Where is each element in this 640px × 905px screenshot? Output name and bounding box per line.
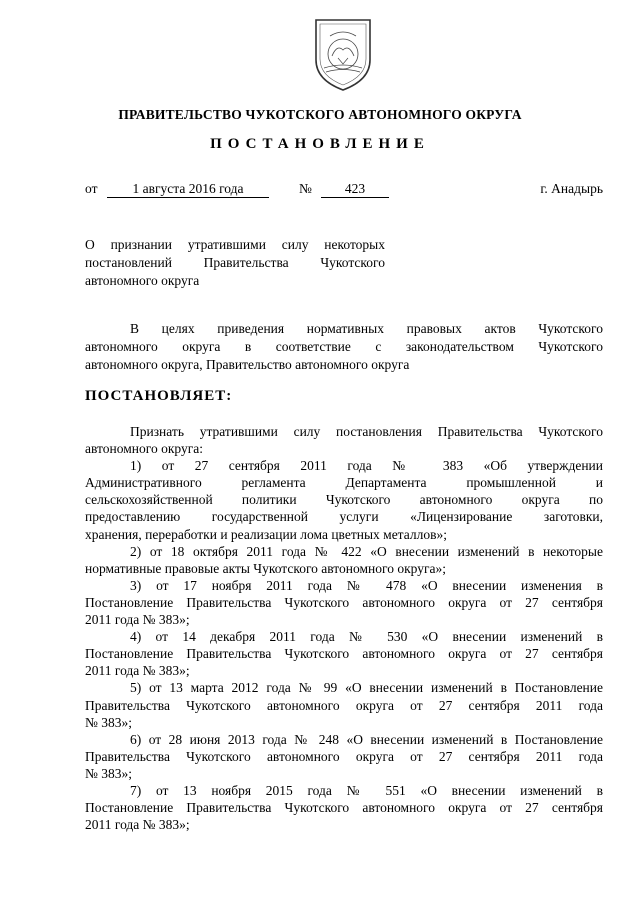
item-line: 2) от 18 октября 2011 года № 422 «О внесении изменений в некоторые <box>130 543 603 559</box>
item-line: № 383»; <box>85 714 133 730</box>
item-line: Постановление Правительства Чукотского автономного округа от 27 сентября <box>85 646 603 662</box>
item-line: 2011 года № 383»; <box>85 612 190 628</box>
decree-title: ПОСТАНОВЛЕНИЕ <box>210 136 430 152</box>
item-line: хранения, переработки и реализации лома цветных металлов»; <box>85 526 447 542</box>
decree-meta-row <box>85 181 603 201</box>
item-line: Постановление Правительства Чукотского автономного округа от 27 сентября <box>85 594 603 610</box>
item-line: № 383»; <box>85 765 133 781</box>
preamble-line: автономного округа в соответствие с законодательством Чукотского <box>85 339 603 354</box>
item-line: 5) от 13 марта 2012 года № 99 «О внесении изменений в Постановление <box>130 680 603 696</box>
item-line: 4) от 14 декабря 2011 года № 530 «О внесении изменений в <box>130 629 603 645</box>
item-line: 1) от 27 сентября 2011 года № 383 «Об утверждении <box>130 458 603 474</box>
number-label: № <box>299 181 312 196</box>
item-line: 6) от 28 июня 2013 года № 248 «О внесении изменений в Постановление <box>130 731 603 747</box>
subject-line: автономного округа <box>85 273 200 288</box>
subject-line: постановлений Правительства Чукотского <box>85 255 385 270</box>
date-label: от <box>85 181 98 196</box>
resolution-items <box>85 423 603 833</box>
item-line: Постановление Правительства Чукотского автономного округа от 27 сентября <box>85 800 603 816</box>
item-line: 2011 года № 383»; <box>85 663 190 679</box>
item-line: нормативные правовые акты Чукотского автономного округа»; <box>85 560 446 576</box>
government-title: ПРАВИТЕЛЬСТВО ЧУКОТСКОГО АВТОНОМНОГО ОКРУГА <box>118 107 522 122</box>
item-line: сельскохозяйственной политики Чукотского автономного округа по <box>85 492 603 508</box>
item-line: Правительства Чукотского автономного округа от 27 сентября 2011 года <box>85 748 603 764</box>
item-line: предоставлению государственной услуги «Лицензирование заготовки, <box>85 509 603 525</box>
item-line: 2011 года № 383»; <box>85 817 190 833</box>
city-name: г. Анадырь <box>540 181 603 196</box>
item-line: 3) от 17 ноября 2011 года № 478 «О внесении изменения в <box>130 577 603 593</box>
decree-number: 423 <box>321 181 389 198</box>
item-line: Правительства Чукотского автономного округа от 27 сентября 2011 года <box>85 697 603 713</box>
resolves-heading: ПОСТАНОВЛЯЕТ: <box>85 388 233 404</box>
item-line: 7) от 13 ноября 2015 года № 551 «О внесении изменений в <box>130 782 603 798</box>
preamble-line: В целях приведения нормативных правовых актов Чукотского <box>130 321 603 336</box>
decree-subject <box>85 236 385 290</box>
preamble-line: автономного округа, Правительство автономного округа <box>85 357 410 372</box>
preamble <box>85 320 603 374</box>
item-line: Административного регламента Департамента промышленной и <box>85 475 603 491</box>
subject-line: О признании утратившими силу некоторых <box>85 237 385 252</box>
item-line: автономного округа: <box>85 441 203 457</box>
decree-date: 1 августа 2016 года <box>107 181 269 198</box>
item-line: Признать утратившими силу постановления Правительства Чукотского <box>130 424 603 439</box>
chukotka-coat-of-arms-icon <box>310 14 376 94</box>
